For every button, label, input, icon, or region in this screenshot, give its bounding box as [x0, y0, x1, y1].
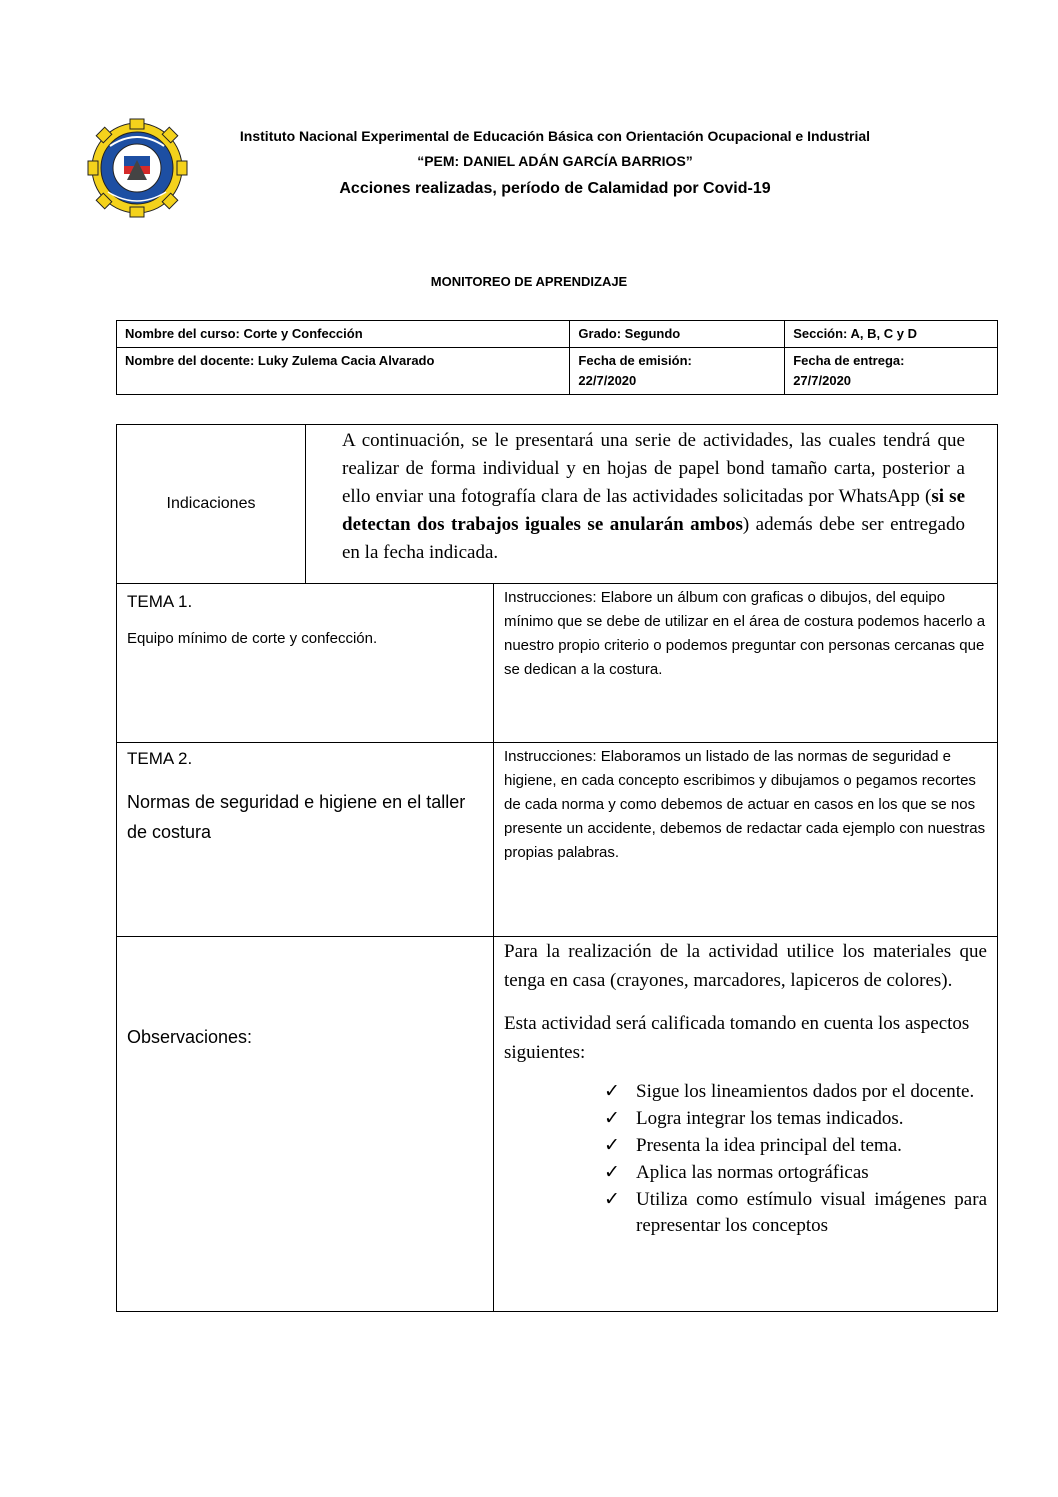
- check-icon: ✓: [604, 1081, 620, 1102]
- delivery-date-cell: [785, 348, 998, 395]
- criteria-text: Presenta la idea principal del tema.: [636, 1135, 902, 1156]
- observations-paragraph-1: Para la realización de la actividad utilice los materiales que tenga en casa (crayones, marcadores, lapiceros de colores).: [504, 941, 987, 991]
- check-icon: ✓: [604, 1108, 620, 1129]
- school-name: “PEM: DANIEL ADÁN GARCÍA BARRIOS”: [417, 153, 693, 169]
- header-subtitle: Acciones realizadas, período de Calamidad por Covid-19: [339, 180, 771, 197]
- criteria-list: [604, 1079, 987, 1239]
- observations-content: [494, 937, 997, 1311]
- topic-2-instructions: Instrucciones: Elaboramos un listado de las normas de seguridad e higiene, en cada concepto escribimos y dibujamos o pegamos recortes de cada norma y como debemos de actuar en casos en los que se nos presente un accidente, debemos de redactar cada ejemplo con nuestras propias palabras.: [504, 748, 986, 861]
- indications-text-start: A continuación, se le presentará una serie de actividades, las cuales tendrá que realizar de forma individual y en hojas de papel bond tamaño carta, posterior a ello enviar una fotografía clara de las actividades solicitadas por WhatsApp (: [342, 430, 965, 507]
- check-icon: ✓: [604, 1189, 620, 1210]
- section: Sección: A, B, C y D: [785, 321, 998, 348]
- delivery-date-label: Fecha de entrega:: [793, 353, 905, 368]
- document-title: MONITOREO DE APRENDIZAJE: [430, 274, 628, 289]
- topic-2-heading: TEMA 2.: [127, 749, 193, 768]
- observations-paragraph-2: Esta actividad será calificada tomando en cuenta los aspectos siguientes:: [504, 1013, 970, 1063]
- criteria-item: [604, 1079, 987, 1105]
- topic-2-cell: [117, 743, 494, 936]
- criteria-item: [604, 1133, 987, 1159]
- activities-table: [116, 424, 998, 1312]
- issue-date-cell: [570, 348, 785, 395]
- course-name: Nombre del curso: Corte y Confección: [117, 321, 570, 348]
- indications-text: [306, 425, 997, 583]
- topic-1-name: Equipo mínimo de corte y confección.: [127, 630, 378, 647]
- observations-label: Observaciones:: [117, 937, 494, 1311]
- topic-1-instructions: Instrucciones: Elabore un álbum con graficas o dibujos, del equipo mínimo que se debe de utilizar en el área de costura podemos hacerlo a nuestro propio criterio o podemos preguntar con personas cercanas que se dedican a la costura.: [504, 589, 986, 678]
- grade: Grado: Segundo: [570, 321, 785, 348]
- check-icon: ✓: [604, 1162, 620, 1183]
- criteria-text: Sigue los lineamientos dados por el docente.: [636, 1081, 975, 1102]
- check-icon: ✓: [604, 1135, 620, 1156]
- teacher-name: Nombre del docente: Luky Zulema Cacia Alvarado: [117, 348, 570, 395]
- criteria-item: [604, 1187, 987, 1239]
- indications-label: Indicaciones: [117, 425, 306, 583]
- topic-1-heading: TEMA 1.: [127, 592, 193, 611]
- indications-warning: si se detectan dos trabajos iguales se anularán ambos: [342, 486, 966, 535]
- issue-date-label: Fecha de emisión:: [578, 353, 692, 368]
- criteria-text: Utiliza como estímulo visual imágenes para representar los conceptos: [636, 1189, 987, 1236]
- criteria-item: [604, 1160, 987, 1186]
- topic-2-name: Normas de seguridad e higiene en el taller de costura: [127, 792, 466, 842]
- institution-name: Instituto Nacional Experimental de Educación Básica con Orientación Ocupacional e Industrial: [239, 128, 871, 144]
- criteria-text: Aplica las normas ortográficas: [636, 1162, 869, 1183]
- topic-1-cell: [117, 584, 494, 742]
- indications-text-end: ) además debe ser entregado en la fecha indicada.: [342, 514, 965, 563]
- course-info-table: [116, 320, 998, 395]
- issue-date: 22/7/2020: [578, 373, 637, 388]
- criteria-text: Logra integrar los temas indicados.: [636, 1108, 904, 1129]
- delivery-date: 27/7/2020: [793, 373, 852, 388]
- criteria-item: [604, 1106, 987, 1132]
